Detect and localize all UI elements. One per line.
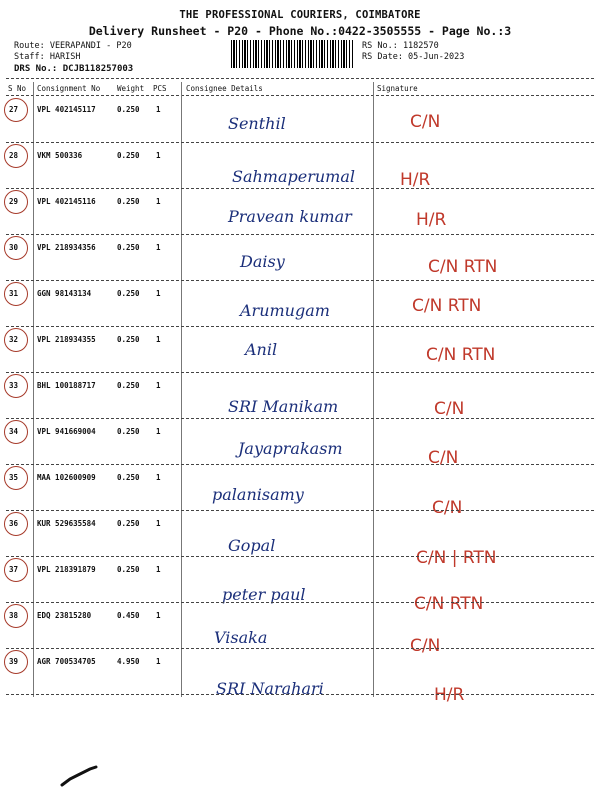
- row-pcs: 1: [156, 519, 161, 528]
- table-row: [0, 468, 600, 518]
- table-row: [0, 560, 600, 614]
- row-sno: 34: [9, 427, 19, 436]
- row-divider: [6, 418, 594, 419]
- row-divider: [6, 694, 594, 695]
- table-row: [0, 514, 600, 568]
- row-weight: 0.250: [117, 427, 140, 436]
- row-pcs: 1: [156, 657, 161, 666]
- row-consignment-no: VPL 402145117: [37, 105, 96, 114]
- row-divider: [6, 188, 594, 189]
- row-sno: 32: [9, 335, 19, 344]
- row-sno: 31: [9, 289, 19, 298]
- row-consignee-name: SRI Narahari: [216, 679, 324, 698]
- row-signature: H/R: [416, 210, 447, 230]
- row-weight: 0.250: [117, 519, 140, 528]
- row-signature: C/N RTN: [414, 594, 484, 614]
- row-sno: 33: [9, 381, 19, 390]
- row-divider: [6, 234, 594, 235]
- row-consignee-name: peter paul: [222, 585, 306, 604]
- row-signature: C/N RTN: [412, 296, 482, 316]
- row-weight: 0.250: [117, 565, 140, 574]
- col-consignee: Consignee Details: [186, 84, 263, 93]
- row-consignee-name: Daisy: [240, 252, 285, 271]
- row-consignee-name: Pravean kumar: [228, 207, 352, 226]
- row-consignment-no: KUR 529635584: [37, 519, 96, 528]
- row-consignment-no: VPL 941669004: [37, 427, 96, 436]
- rs-date: RS Date: 05-Jun-2023: [362, 52, 465, 62]
- row-weight: 0.250: [117, 335, 140, 344]
- header-divider: [6, 78, 594, 79]
- company-title: THE PROFESSIONAL COURIERS, COIMBATORE: [179, 9, 421, 21]
- row-divider: [6, 510, 594, 511]
- row-divider: [6, 372, 594, 373]
- row-weight: 0.450: [117, 611, 140, 620]
- row-weight: 0.250: [117, 381, 140, 390]
- row-consignment-no: GGN 98143134: [37, 289, 92, 298]
- row-consignee-name: Arumugam: [240, 301, 330, 320]
- col-pcs: PCS: [153, 84, 167, 93]
- row-weight: 0.250: [117, 243, 140, 252]
- row-pcs: 1: [156, 565, 161, 574]
- row-pcs: 1: [156, 611, 161, 620]
- row-signature: C/N: [428, 448, 459, 468]
- row-consignment-no: EDQ 23815280: [37, 611, 92, 620]
- row-consignee-name: Jayaprakasm: [238, 439, 343, 458]
- staff-label: Staff: HARISH: [14, 52, 81, 62]
- colhead-divider: [6, 95, 594, 96]
- route-label: Route: VEERAPANDI - P20: [14, 41, 132, 51]
- table-row: [0, 146, 600, 192]
- row-signature: C/N: [410, 636, 441, 656]
- col-weight: Weight: [117, 84, 145, 93]
- row-consignment-no: AGR 700534705: [37, 657, 96, 666]
- row-consignment-no: BHL 100188717: [37, 381, 96, 390]
- row-signature: C/N: [410, 112, 441, 132]
- row-pcs: 1: [156, 381, 161, 390]
- row-signature: H/R: [434, 685, 465, 705]
- barcode: [231, 40, 353, 68]
- table-row: [0, 330, 600, 376]
- row-signature: H/R: [400, 170, 431, 190]
- row-pcs: 1: [156, 289, 161, 298]
- row-sno: 38: [9, 611, 19, 620]
- row-pcs: 1: [156, 427, 161, 436]
- row-weight: 4.950: [117, 657, 140, 666]
- row-consignment-no: VPL 218391879: [37, 565, 96, 574]
- row-consignment-no: VPL 402145116: [37, 197, 96, 206]
- row-sno: 37: [9, 565, 19, 574]
- row-sno: 28: [9, 151, 19, 160]
- row-divider: [6, 648, 594, 649]
- pen-mark: [60, 765, 100, 787]
- row-consignment-no: VKM 500336: [37, 151, 83, 160]
- row-weight: 0.250: [117, 289, 140, 298]
- row-weight: 0.250: [117, 151, 140, 160]
- row-sno: 35: [9, 473, 19, 482]
- row-sno: 27: [9, 105, 19, 114]
- row-pcs: 1: [156, 243, 161, 252]
- table-row: [0, 284, 600, 330]
- row-signature: C/N: [434, 399, 465, 419]
- row-divider: [6, 142, 594, 143]
- table-row: [0, 606, 600, 656]
- row-consignee-name: Visaka: [214, 628, 268, 647]
- row-divider: [6, 326, 594, 327]
- row-divider: [6, 556, 594, 557]
- row-signature: C/N | RTN: [416, 548, 497, 568]
- row-divider: [6, 602, 594, 603]
- table-row: [0, 422, 600, 468]
- table-row: [0, 238, 600, 284]
- row-sno: 39: [9, 657, 19, 666]
- row-divider: [6, 280, 594, 281]
- row-pcs: 1: [156, 151, 161, 160]
- table-row: [0, 652, 600, 705]
- row-signature: C/N RTN: [426, 345, 496, 365]
- row-weight: 0.250: [117, 473, 140, 482]
- row-divider: [6, 464, 594, 465]
- row-pcs: 1: [156, 335, 161, 344]
- row-consignment-no: MAA 102600909: [37, 473, 96, 482]
- rs-number: RS No.: 1182570: [362, 41, 439, 51]
- row-consignee-name: Anil: [245, 340, 278, 359]
- drs-number: DRS No.: DCJB118257003: [14, 64, 134, 74]
- row-weight: 0.250: [117, 105, 140, 114]
- row-consignee-name: Gopal: [228, 536, 276, 555]
- row-consignment-no: VPL 218934355: [37, 335, 96, 344]
- row-consignee-name: Senthil: [228, 114, 286, 133]
- row-sno: 30: [9, 243, 19, 252]
- row-consignee-name: palanisamy: [212, 485, 304, 504]
- table-row: [0, 100, 600, 146]
- col-consignment: Consignment No: [37, 84, 101, 93]
- runsheet-title: Delivery Runsheet - P20 - Phone No.:0422-3505555 - Page No.:3: [88, 24, 512, 38]
- row-signature: C/N: [432, 498, 463, 518]
- table-row: [0, 376, 600, 422]
- col-signature: Signature: [377, 84, 418, 93]
- row-pcs: 1: [156, 197, 161, 206]
- row-pcs: 1: [156, 473, 161, 482]
- row-consignment-no: VPL 218934356: [37, 243, 96, 252]
- row-consignee-name: Sahmaperumal: [232, 167, 356, 186]
- row-pcs: 1: [156, 105, 161, 114]
- row-sno: 29: [9, 197, 19, 206]
- row-sno: 36: [9, 519, 19, 528]
- row-signature: C/N RTN: [428, 257, 498, 277]
- row-consignee-name: SRI Manikam: [228, 397, 339, 416]
- row-weight: 0.250: [117, 197, 140, 206]
- col-sno: S No: [8, 84, 27, 93]
- table-row: [0, 192, 600, 238]
